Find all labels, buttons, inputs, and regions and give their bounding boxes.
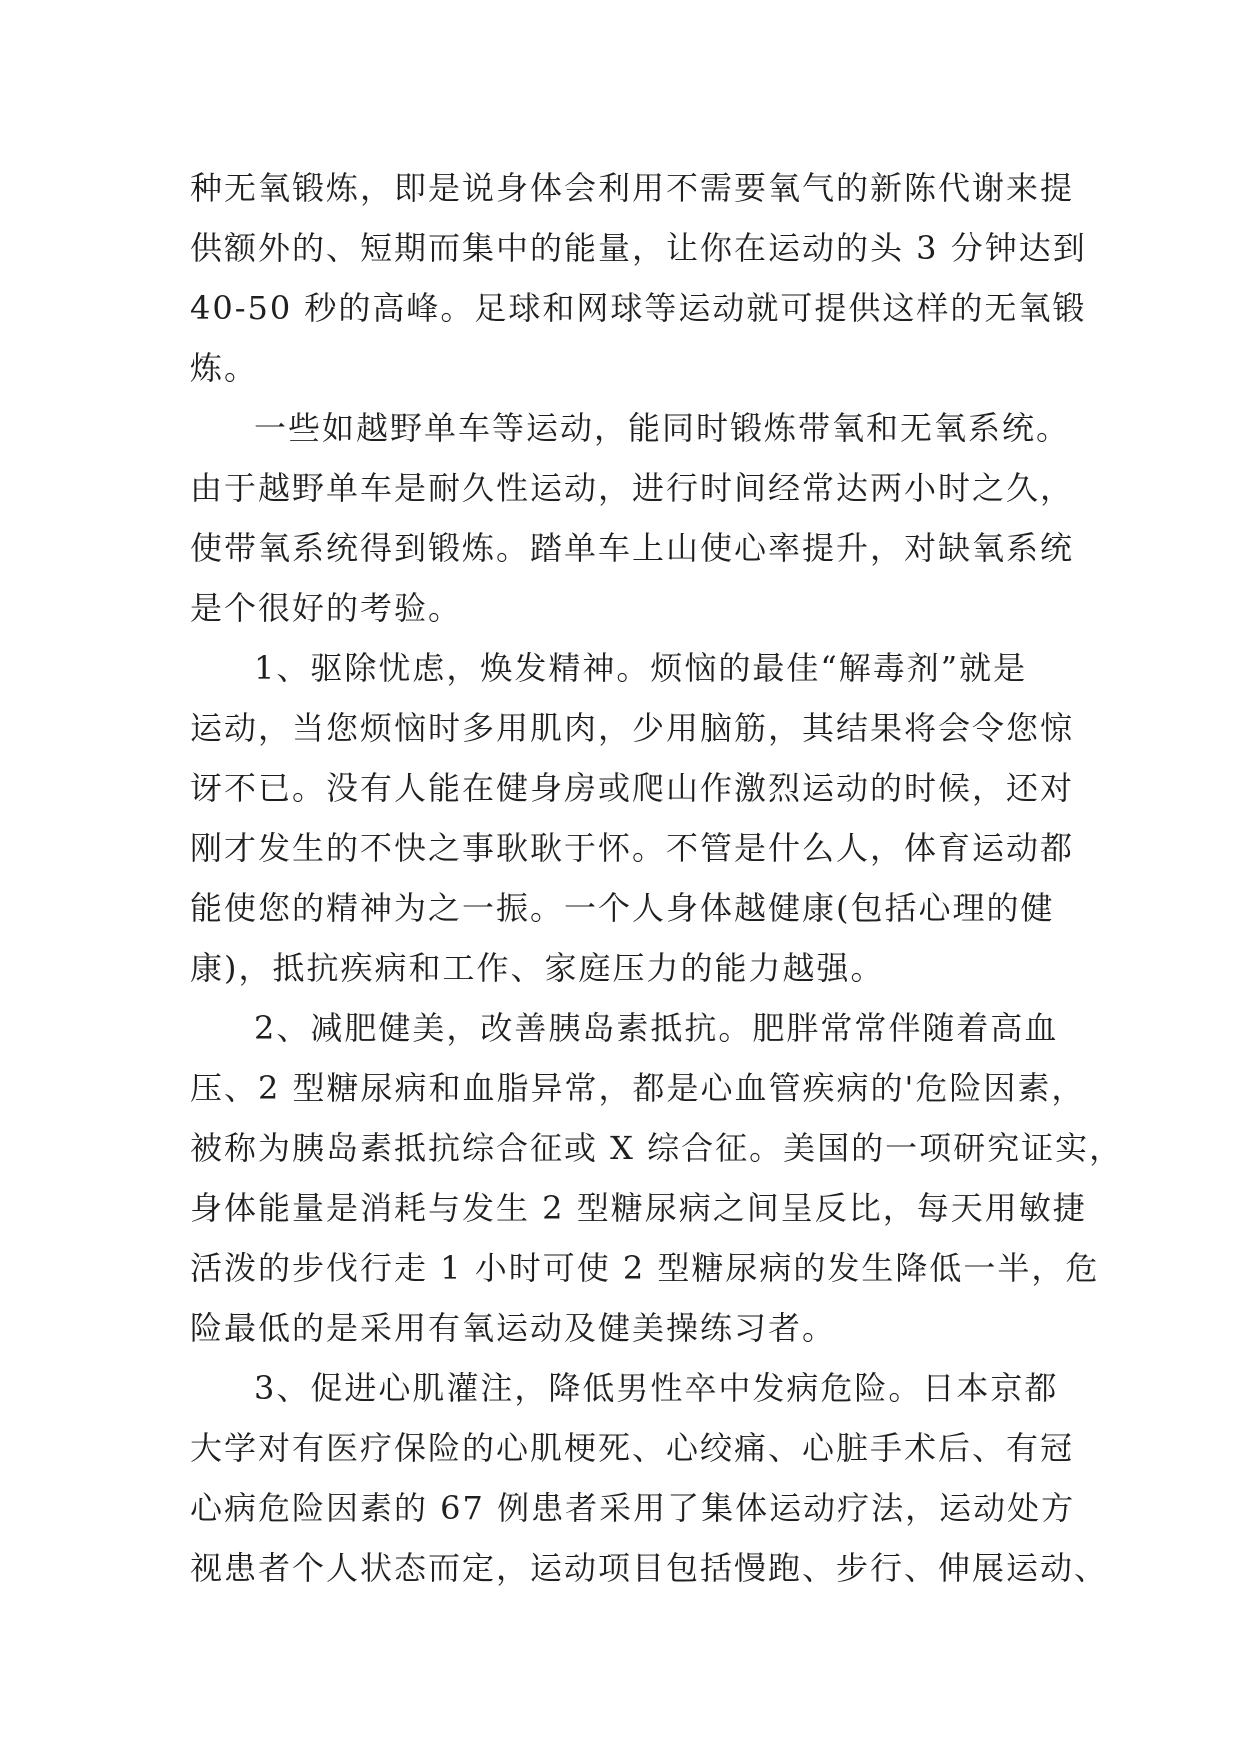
paragraph-line: 被称为胰岛素抵抗综合征或 X 综合征。美国的一项研究证实，: [190, 1129, 1124, 1167]
paragraph-line: 大学对有医疗保险的心肌梗死、心绞痛、心脏手术后、有冠: [190, 1429, 1075, 1467]
paragraph-line: 讶不已。没有人能在健身房或爬山作激烈运动的时候，还对: [190, 769, 1075, 807]
paragraph-line: 1、驱除忧虑，焕发精神。烦恼的最佳“解毒剂”就是: [254, 649, 1028, 687]
paragraph-line: 一些如越野单车等运动，能同时锻炼带氧和无氧系统。: [254, 409, 1071, 447]
paragraph-line: 身体能量是消耗与发生 2 型糖尿病之间呈反比，每天用敏捷: [190, 1189, 1087, 1227]
paragraph-line: 由于越野单车是耐久性运动，进行时间经常达两小时之久，: [190, 469, 1075, 507]
paragraph-line: 刚才发生的不快之事耿耿于怀。不管是什么人，体育运动都: [190, 829, 1075, 867]
paragraph-point-3: [190, 1358, 1109, 1598]
paragraph-line: 压、2 型糖尿病和血脂异常，都是心血管疾病的'危险因素，: [190, 1069, 1086, 1107]
paragraph-point-2: [190, 998, 1124, 1358]
paragraph-line: 3、促进心肌灌注，降低男性卒中发病危险。日本京都: [254, 1369, 1059, 1407]
paragraph-anaerobic: [190, 158, 1087, 398]
paragraph-line: 种无氧锻炼，即是说身体会利用不需要氧气的新陈代谢来提: [190, 169, 1075, 207]
paragraph-line: 是个很好的考验。: [190, 589, 463, 627]
paragraph-line: 运动，当您烦恼时多用肌肉，少用脑筋，其结果将会令您惊: [190, 709, 1075, 747]
paragraph-line: 2、减肥健美，改善胰岛素抵抗。肥胖常常伴随着高血: [254, 1009, 1059, 1047]
paragraph-line: 康)，抵抗疾病和工作、家庭压力的能力越强。: [190, 949, 885, 987]
paragraph-line: 炼。: [190, 349, 259, 387]
paragraph-line: 40-50 秒的高峰。足球和网球等运动就可提供这样的无氧锻: [190, 289, 1087, 327]
paragraph-line: 供额外的、短期而集中的能量，让你在运动的头 3 分钟达到: [190, 229, 1087, 267]
paragraph-line: 能使您的精神为之一振。一个人身体越健康(包括心理的健: [190, 889, 1055, 927]
paragraph-line: 使带氧系统得到锻炼。踏单车上山使心率提升，对缺氧系统: [190, 529, 1075, 567]
paragraph-line: 视患者个人状态而定，运动项目包括慢跑、步行、伸展运动、: [190, 1549, 1109, 1587]
document-page: [190, 158, 1124, 1598]
paragraph-point-1: [190, 638, 1075, 998]
paragraph-cross-country-cycling: [190, 398, 1075, 638]
paragraph-line: 活泼的步伐行走 1 小时可使 2 型糖尿病的发生降低一半，危: [190, 1249, 1100, 1287]
paragraph-line: 险最低的是采用有氧运动及健美操练习者。: [190, 1309, 837, 1347]
paragraph-line: 心病危险因素的 67 例患者采用了集体运动疗法，运动处方: [190, 1489, 1076, 1527]
